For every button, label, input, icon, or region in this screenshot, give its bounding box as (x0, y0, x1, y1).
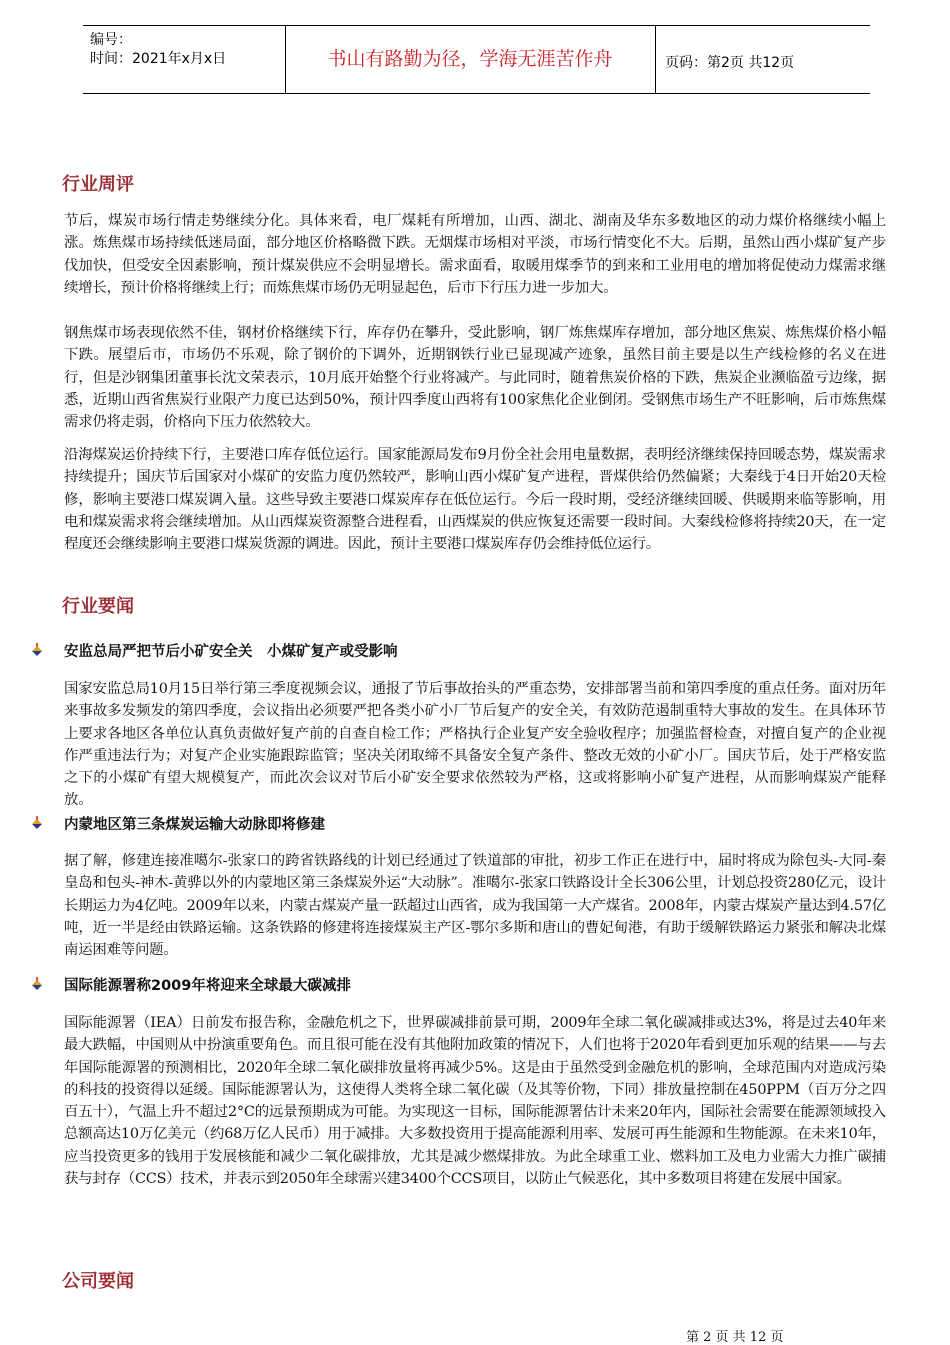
section-title-news: 行业要闻 (62, 596, 134, 617)
footer-page-number: 第 2 页 共 12 页 (686, 1330, 784, 1345)
section-title-review: 行业周评 (62, 174, 134, 195)
header-top-rule (83, 25, 870, 26)
news-item-title: 国际能源署称2009年将迎来全球最大碳减排 (64, 978, 351, 994)
review-paragraph-1: 节后，煤炭市场行情走势继续分化。具体来看，电厂煤耗有所增加，山西、湖北、湖南及华东多数地区的动力煤价格继续小幅上涨。炼焦煤市场持续低迷局面，部分地区价格略微下跌。无烟煤市场相对平淡，市场行情变化不大。后期，虽然山西小煤矿复产步伐加快，但受安全因素影响，预计煤炭供应不会明显增长。需求面看，取暖用煤季节的到来和工业用电的增加将促使动力煤需求继续增长，预计价格将继续上行；而炼焦煤市场仍无明显起色，后市下行压力进一步加大。 (64, 213, 886, 296)
header-date: 时间：2021年x月x日 (90, 51, 227, 67)
news-item-body: 国际能源署（IEA）日前发布报告称，金融危机之下，世界碳减排前景可期，2009年全球二氧化碳减排或达3%，将是过去40年来最大跌幅，中国则从中扮演重要角色。而且很可能在没有其他附加政策的情况下，人们也将于2020年看到更加乐观的结果——与去年国际能源署的预测相比，2020年全球二氧化碳排放量将再减少5%。这是由于虽然受到金融危机的影响，全球范围内对造成污染的科技的投资得以延缓。国际能源署认为，这使得人类将全球二氧化碳（及其等价物，下同）排放量控制在450PPM（百万分之四百五十），气温上升不超过2°C的远景预期成为可能。为实现这一目标，国际能源署估计未来20年内，国际社会需要在能源领域投入总额高达10万亿美元（约68万亿人民币）用于减排。大多数投资用于提高能源利用率、发展可再生能源和生物能源。在未来10年，应当投资更多的钱用于发展核能和减少二氧化碳排放，尤其是减少燃煤排放。为此全球重工业、燃料加工及电力业需大力推广碳捕获与封存（CCS）技术，并表示到2050年全球需兴建3400个CCS项目，以防止气候恶化，其中多数项目将建在发展中国家。 (64, 1015, 886, 1188)
header-motto: 书山有路勤为径，学海无涯苦作舟 (327, 48, 613, 70)
bullet-icon (30, 976, 44, 990)
review-paragraph-2: 钢焦煤市场表现依然不佳，钢材价格继续下行，库存仍在攀升，受此影响，钢厂炼焦煤库存增加，部分地区焦炭、炼焦煤价格小幅下跌。展望后市，市场仍不乐观，除了钢价的下调外，近期钢铁行业已显现减产迹象，虽然目前主要是以生产线检修的名义在进行，但是沙钢集团董事长沈文荣表示，10月底开始整个行业将减产。与此同时，随着焦炭价格的下跌，焦炭企业濒临盈亏边缘，据悉，近期山西省焦炭行业限产力度已达到50%，预计四季度山西将有100家焦化企业倒闭。受钢焦市场生产不旺影响，后市炼焦煤需求仍将走弱，价格向下压力依然较大。 (64, 325, 886, 431)
news-item-title: 安监总局严把节后小矿安全关 小煤矿复产或受影响 (64, 644, 398, 660)
bullet-icon (30, 815, 44, 829)
news-item-body: 据了解，修建连接准噶尔-张家口的跨省铁路线的计划已经通过了铁道部的审批，初步工作正在进行中，届时将成为除包头-大同-秦皇岛和包头-神木-黄骅以外的内蒙地区第三条煤炭外运“大动脉”。准噶尔-张家口铁路设计全长306公里，计划总投资280亿元，设计长期运力为4亿吨。2009年以来，内蒙古煤炭产量一跃超过山西省，成为我国第一大产煤省。2008年，内蒙古煤炭产量达到4.57亿吨，近一半是经由铁路运输。这条铁路的修建将连接煤炭主产区-鄂尔多斯和唐山的曹妃甸港，有助于缓解铁路运力紧张和解决北煤南运困难等问题。 (64, 853, 886, 959)
review-paragraph-3: 沿海煤炭运价持续下行，主要港口库存低位运行。国家能源局发布9月份全社会用电量数据，表明经济继续保持回暖态势，煤炭需求持续提升；国庆节后国家对小煤矿的安监力度仍然较严，影响山西小煤矿复产进程，晋煤供给仍然偏紧；大秦线于4日开始20天检修，影响主要港口煤炭调入量。这些导致主要港口煤炭库存在低位运行。今后一段时期，受经济继续回暖、供暖期来临等影响，用电和煤炭需求将会继续增加。从山西煤炭资源整合进程看，山西煤炭的供应恢复还需要一段时间。大秦线检修将持续20天，在一定程度还会继续影响主要港口煤炭货源的调进。因此，预计主要港口煤炭库存仍会维持低位运行。 (64, 447, 886, 553)
doc-number-label: 编号： (90, 32, 132, 48)
news-item-body: 国家安监总局10月15日举行第三季度视频会议，通报了节后事故抬头的严重态势，安排部署当前和第四季度的重点任务。面对历年来事故多发频发的第四季度，会议指出必须要严把各类小矿小厂节后复产的安全关，有效防范遏制重特大事故的发生。在具体环节上要求各地区各单位认真负责做好复产前的自查自检工作；严格执行企业复产安全验收程序；加强监督检查，对擅自复产的企业视作严重违法行为；对复产企业实施跟踪监管；坚决关闭取缔不具备安全复产条件、整改无效的小矿小厂。国庆节后，处于严格安监之下的小煤矿有望大规模复产，而此次会议对节后小矿安全要求依然较为严格，这或将影响小矿复产进程，从而影响煤炭产能释放。 (64, 681, 886, 809)
header-bottom-rule (83, 93, 870, 94)
news-item-title: 内蒙地区第三条煤炭运输大动脉即将修建 (64, 817, 325, 833)
bullet-icon (30, 642, 44, 656)
section-title-company: 公司要闻 (62, 1271, 134, 1292)
header-page-info: 页码：第2页 共12页 (665, 55, 795, 71)
header-divider-right (655, 25, 656, 93)
